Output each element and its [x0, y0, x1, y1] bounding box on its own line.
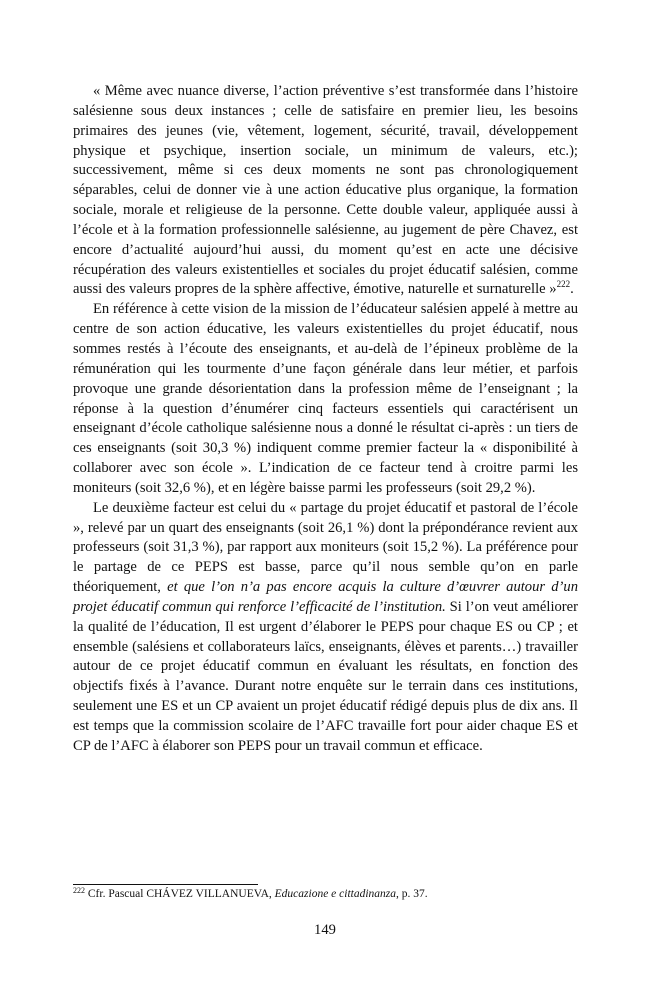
footnote-reference[interactable]: 222 [556, 279, 571, 290]
footnote-title: Educazione e cittadinanza [274, 888, 397, 900]
paragraph-3-text-before: Le deuxième facteur est celui du « partage du projet éducatif et pastoral de l’école », relevé par un quart des enseignants (soit 26,1 %) dont la prépondérance revient aux professeurs (soit 31,3 %), par rapport aux moniteurs (soit 15,2 %). La préférence pour le partage de ce PEPS est basse, parce qu’il nous semble qu’on en parle théoriquement, [73, 499, 578, 596]
footnote-text-before: Cfr. Pascual CHÁVEZ VILLANUEVA, [85, 888, 275, 900]
paragraph-2-text: En référence à cette vision de la mission de l’éducateur salésien appelé à mettre au centre de son action éducative, les valeurs existentielles du projet éducatif, nous sommes restés à l’écoute des enseignants, et au-delà de l’épineux problème de la rémunération qui les tourmente d’une façon générale dans leur métier, et parfois provoque une grande désorientation dans la profession même de l’enseignant ; la réponse à la question d’énumérer cinq facteurs essentiels qui caractérisent un enseignant d’école catholique salésienne nous a donné le résultat ci-après : un tiers de ces enseignants (soit 30,3 %) indiquent comme premier facteur la « disponibilité à collaborer avec son école ». L’indication de ce facteur tend à croitre parmi les moniteurs (soit 32,6 %), et en légère baisse parmi les professeurs (soit 29,2 %). [73, 301, 578, 496]
paragraph-1-text: « Même avec nuance diverse, l’action préventive s’est transformée dans l’histoire salésienne sous deux instances ; celle de satisfaire en premier lieu, les besoins primaires des jeunes (vie, vêtement, logement, sécurité, travail, développement physique et psychique, insertion sociale, un minimum de valeurs, etc.); successivement, même si ces deux moments ne sont pas chronologiquement séparables, celui de donner vie à une action éducative plus organique, la formation sociale, morale et religieuse de la personne. Cette double valeur, appliquée aussi à l’école et à la formation professionnelle salésienne, au jugement de père Chavez, est encore d’actualité aujourd’hui aussi, du moment qu’est en acte une décisive récupération des valeurs existentielles et sociales du projet éducatif salésien, comme aussi des valeurs propres de la sphère affective, émotive, naturelle et surnaturelle » [73, 83, 578, 298]
paragraph-2 [73, 300, 578, 498]
footnote-number: 222 [73, 886, 85, 895]
paragraph-3 [73, 499, 578, 757]
footnote [73, 887, 578, 902]
footnote-text-after: , p. 37. [396, 888, 428, 900]
paragraph-3-text-after: Si l’on veut améliorer la qualité de l’éducation, Il est urgent d’élaborer le PEPS pour chaque ES ou CP ; et ensemble (salésiens et collaborateurs laïcs, enseignants, élèves et parents…) travailler autour de ce projet éducatif commun en évaluant les résultats, en fonction des objectifs fixés à l’avance. Durant notre enquête sur le terrain dans ces institutions, seulement une ES et un CP avaient un projet éducatif rédigé depuis plus de dix ans. Il est temps que la commission scolaire de l’AFC travaille fort pour aider chaque ES et CP de l’AFC à élaborer son PEPS pour un travail commun et efficace. [73, 598, 578, 754]
paragraph-1: « Même avec nuance diverse, l’action préventive s’est transformée dans l’histoire salésienne sous deux instances ; celle de satisfaire en premier lieu, les besoins primaires des jeunes (vie, vêtement, logement, sécurité, travail, développement physique et psychique, insertion sociale, un minimum de valeurs, etc.); successivement, même si ces deux moments ne sont pas chronologiquement séparables, celui de donner vie à une action éducative plus organique, la formation sociale, morale et religieuse de la personne. Cette double valeur, appliquée aussi à l’école et à la formation professionnelle salésienne, au jugement de père Chavez, est encore d’actualité aujourd’hui aussi, du moment qu’est en acte une décisive récupération des valeurs existentielles et sociales du projet éducatif salésien, comme aussi des valeurs propres de la sphère affective, émotive, naturelle et surnaturelle »$^{222}$. [73, 83, 578, 298]
footnote-divider [73, 884, 258, 885]
main-text [73, 82, 578, 757]
paragraph-3-italic: et que l’on n’a pas encore acquis la culture d’œuvrer autour d’un projet éducatif commun qui renforce l’efficacité de l’institution. [73, 579, 578, 615]
page-number: 149 [314, 922, 336, 938]
